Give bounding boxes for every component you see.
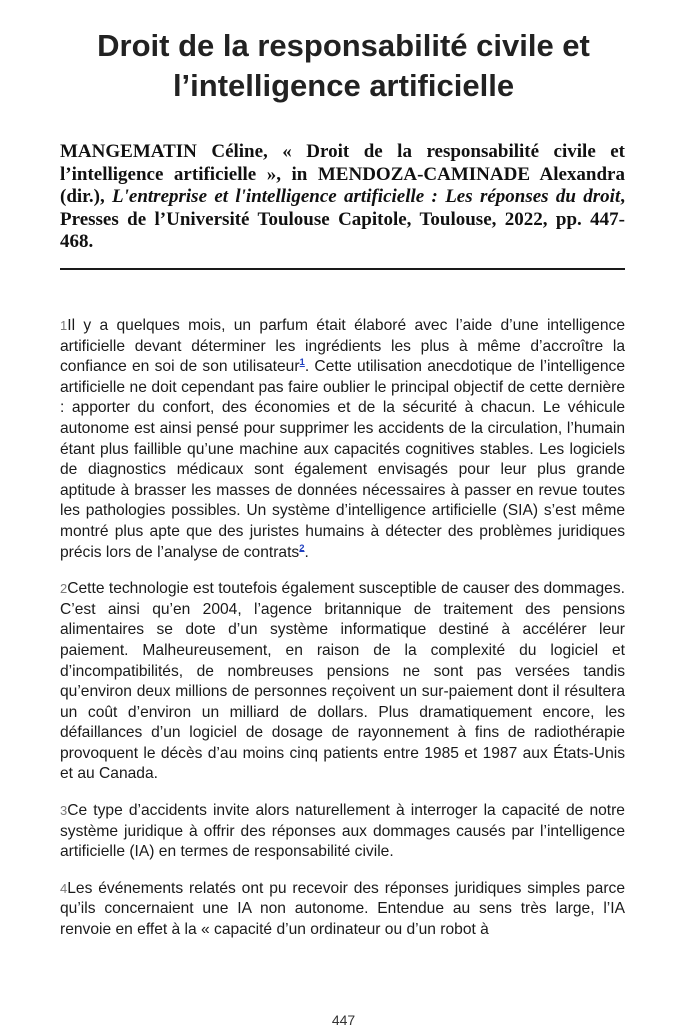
- paragraph-text: Il y a quelques mois, un parfum était élaboré avec l’aide d’une intelligence artificielle devant déterminer les ingrédients les plus à même d’accroître la confiance en soi de son utilisateur: [60, 317, 625, 376]
- title-line-2: l’intelligence artificielle: [172, 68, 515, 103]
- reference-publisher: , Presses de l’Université Toulouse Capitole, Toulouse, 2022, pp. 447-468.: [60, 186, 625, 252]
- paragraph-text: . Cette utilisation anecdotique de l’intelligence artificielle ne doit cependant pas faire oublier le principal objectif de cette dernière : apporter du confort, des économies et de la sécurité à chacun. Le véhicule autonome est ainsi pensé pour supprimer les accidents de la circulation, l’humain étant plus faillible qu’une machine aux capacités cognitives stables. Les logiciels de diagnostics médicaux sont également envisagés pour leur plus grande aptitude à brasser les masses de données nécessaires à passer en revue toutes les pathologies possibles. Un système d’intelligence artificielle (SIA) s’est même montré plus apte que des juristes humains à détecter des problèmes juridiques précis lors de l’analyse de contrats: [60, 358, 626, 561]
- footnote-link-2[interactable]: 2: [299, 542, 305, 554]
- paragraph-2: [60, 579, 625, 785]
- paragraph-number: 1: [60, 318, 68, 333]
- paragraph-text: .: [304, 543, 309, 561]
- paragraph-number: 4: [60, 880, 68, 896]
- title-line-1: Droit de la responsabilité civile et: [97, 28, 590, 63]
- article-body: [60, 316, 625, 957]
- page-number: 447: [331, 1012, 356, 1028]
- document-title: [40, 26, 647, 106]
- paragraph-1: [60, 316, 625, 563]
- paragraph-3: [60, 801, 625, 863]
- paragraph-4: [60, 879, 625, 941]
- paragraph-number: 2: [60, 581, 68, 597]
- paragraph-text: Cette technologie est toutefois également susceptible de causer des dommages. C’est ainsi qu’en 2004, l’agence britannique de traitement des pensions alimentaires se dote d’un système informatique destiné à accélérer leur paiement. Malheureusement, en raison de la complexité du logiciel et d’incompatibilités, de nombreuses pensions ne sont pas versées tandis qu’environ deux millions de personnes reçoivent un sur-paiement dont il résultera un coût d’environ un milliard de dollars. Plus dramatiquement encore, les défaillances d’un logiciel de dosage de rayonnement à fins de radiothérapie provoquent le décès d’au moins cinq patients entre 1985 et 1987 aux États-Unis et au Canada.: [60, 580, 625, 783]
- reference-book-title: L'entreprise et l'intelligence artificielle : Les réponses du droit: [112, 186, 621, 207]
- footnote-link-1[interactable]: 1: [299, 357, 305, 368]
- separator-line: [60, 268, 625, 270]
- bibliographic-reference: [60, 141, 625, 254]
- paragraph-number: 3: [60, 803, 68, 819]
- paragraph-text: Ce type d’accidents invite alors naturellement à interroger la capacité de notre système juridique à offrir des réponses aux dommages causés par l’intelligence artificielle (IA) en termes de responsabilité civile.: [60, 802, 625, 861]
- paragraph-text: Les événements relatés ont pu recevoir des réponses juridiques simples parce qu’ils concernaient une IA non autonome. Entendue au sens très large, l’IA renvoie en effet à la « capacité d’un ordinateur ou d’un robot à: [60, 879, 625, 939]
- reference-authors: MANGEMATIN Céline, « Droit de la responsabilité civile et l’intelligence artificielle », in MENDOZA-CAMINADE Alexandra (dir.),: [60, 141, 625, 207]
